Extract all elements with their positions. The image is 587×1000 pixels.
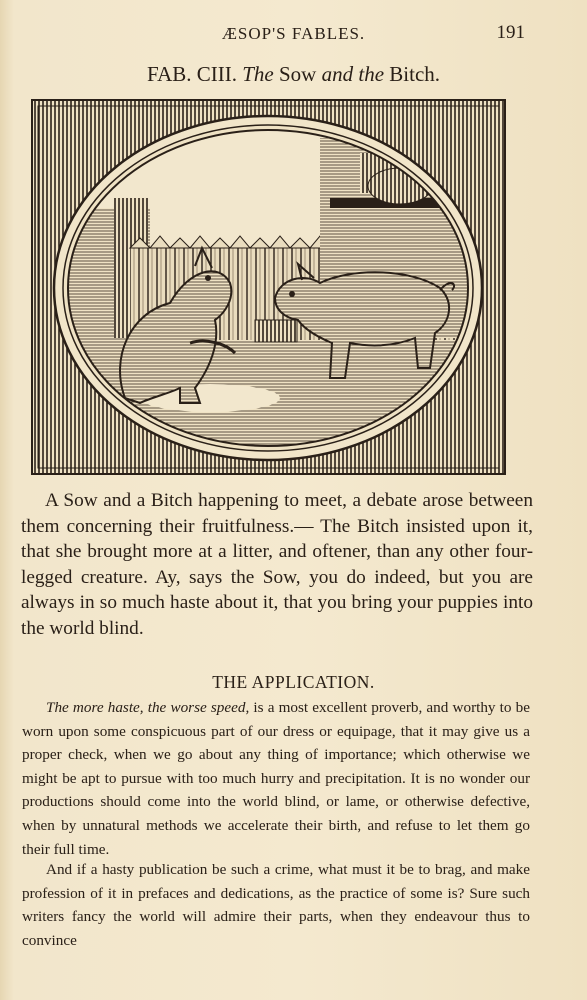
page-number: 191 xyxy=(496,22,525,43)
application-paragraph-1 xyxy=(22,696,530,861)
running-title: ÆSOP'S FABLES. xyxy=(221,24,366,43)
running-head xyxy=(0,22,587,50)
fable-number: FAB. CIII. xyxy=(146,62,237,86)
fable-body: A Sow and a Bitch happening to meet, a debate arose between them concerning their fruitfulness.— The Bitch insisted upon it, that she brought more at a litter, and oftener, than any other four-legged creature. Ay, says the Sow, you do indeed, but you are always in so much haste about it, that you bring your puppies into the world blind. xyxy=(21,490,533,639)
woodcut-illustration xyxy=(30,98,507,476)
fable-title-and-the: and the xyxy=(321,62,385,86)
fable-title-bitch: Bitch. xyxy=(389,62,441,86)
application-paragraph-2: And if a hasty publication be such a crime, what must it be to brag, and make profession of it in prefaces and dedications, as the practice of some is? Sure such writers fancy the world will admire their parts, when they endeavour thus to convince xyxy=(22,861,530,949)
fable-title-sow: Sow xyxy=(279,62,317,86)
fable-title-the: The xyxy=(242,62,274,86)
application-heading: THE APPLICATION. xyxy=(212,672,375,692)
fable-heading xyxy=(0,62,587,87)
application-proverb: The more haste, the worse speed, xyxy=(46,699,250,716)
application-paragraph-1-text: is a most excellent proverb, and worthy to be worn upon some conspicuous part of our dress or equipage, that it may give us a proper check, when we go about any thing of importance; which otherwise we might be apt to pursue with too much hurry and precipitation. It is no wonder our productions should come into the world blind, or lame, or otherwise defective, when by unnatural methods we accelerate their birth, and refuse to let them go their full time. xyxy=(22,699,530,858)
